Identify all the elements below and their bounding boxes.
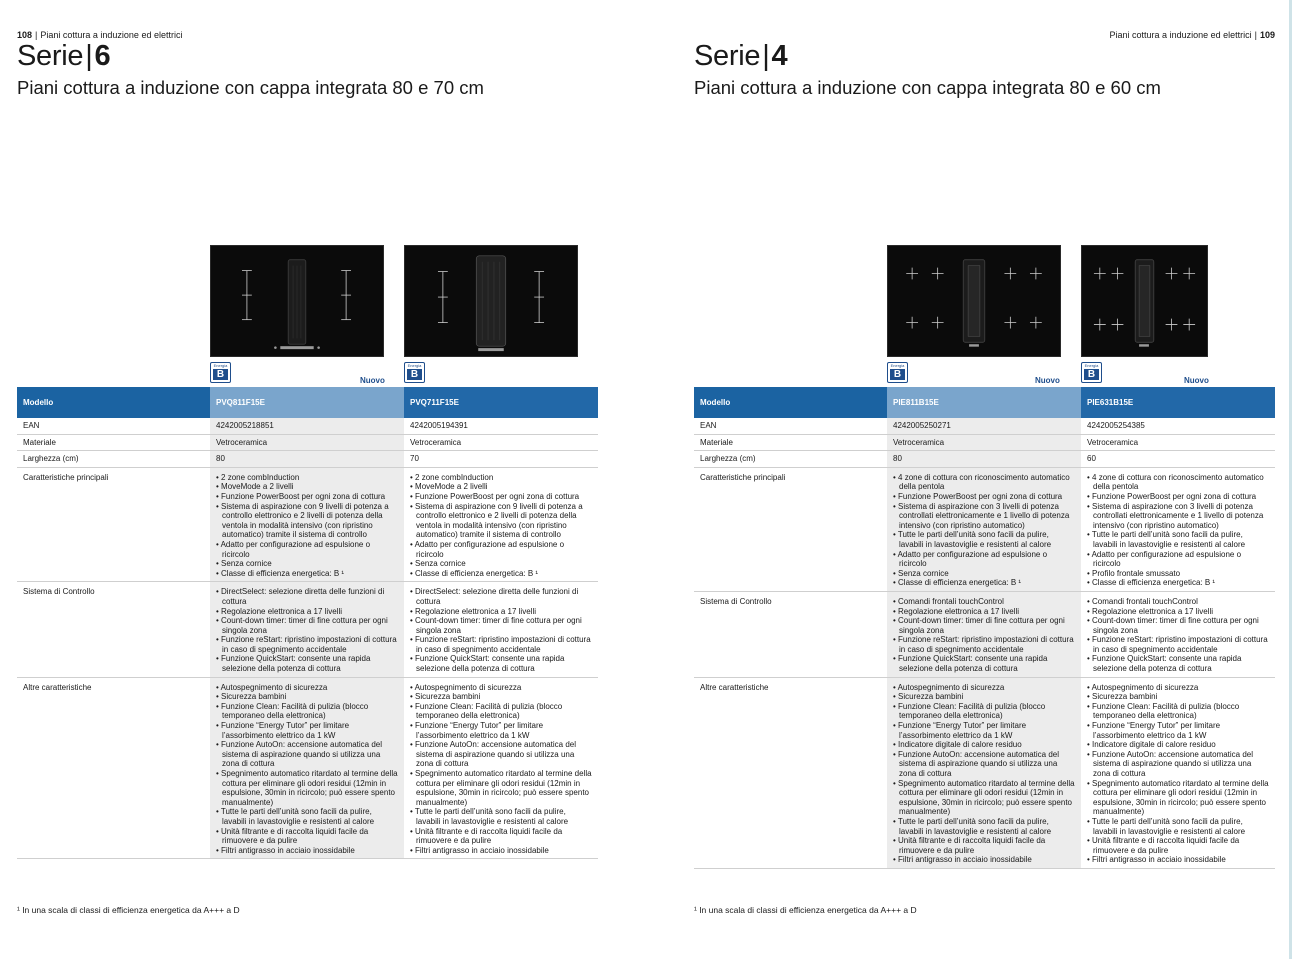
- list-item: • 2 zone combInduction: [410, 473, 592, 483]
- list-item: • Funzione “Energy Tutor” per limitare l’assorbimento elettrico da 1 kW: [216, 721, 398, 740]
- list-item: • 4 zone di cottura con riconoscimento automatico della pentola: [893, 473, 1075, 492]
- cell-list: [887, 677, 1081, 868]
- row-label: EAN: [694, 418, 887, 434]
- cell-value: Vetroceramica: [1081, 434, 1275, 451]
- table-row-caratteristiche: [694, 467, 1275, 591]
- list-item: • Senza cornice: [410, 559, 592, 569]
- product-image-pvq811: [210, 245, 384, 357]
- list-item: • Adatto per configurazione ad espulsione o ricircolo: [893, 550, 1075, 569]
- list-item: • 2 zone combInduction: [216, 473, 398, 483]
- list-item: • Regolazione elettronica a 17 livelli: [1087, 607, 1269, 617]
- table-header-row: [694, 387, 1275, 418]
- table-row-controllo: [17, 582, 598, 677]
- list-item: • Classe di efficienza energetica: B ¹: [216, 569, 398, 579]
- cell-list: [210, 677, 404, 859]
- list-item: • Funzione AutoOn: accensione automatica del sistema di aspirazione quando si utilizza una zona di cottura: [216, 740, 398, 769]
- table-row-controllo: [694, 591, 1275, 677]
- cell-value: 4242005250271: [887, 418, 1081, 434]
- energy-label-text: Energia: [1084, 363, 1099, 368]
- row-label: EAN: [17, 418, 210, 434]
- energy-label-text: Energia: [890, 363, 905, 368]
- energy-class: B: [890, 369, 905, 380]
- cell-value: 4242005254385: [1081, 418, 1275, 434]
- serie-word: Serie: [17, 40, 84, 72]
- table-row-caratteristiche: [17, 467, 598, 582]
- list-item: • Sicurezza bambini: [893, 692, 1075, 702]
- table-row-materiale: [694, 434, 1275, 451]
- list-item: • Unità filtrante e di raccolta liquidi facile da rimuovere e da pulire: [216, 827, 398, 846]
- product-image-pie631: [1081, 245, 1208, 357]
- page-number: 108: [17, 30, 33, 40]
- list-item: • Regolazione elettronica a 17 livelli: [893, 607, 1075, 617]
- list-item: • Funzione Clean: Facilità di pulizia (blocco temporaneo della elettronica): [410, 702, 592, 721]
- row-label: Larghezza (cm): [694, 451, 887, 468]
- list-item: • Sicurezza bambini: [1087, 692, 1269, 702]
- cell-list: [887, 467, 1081, 591]
- list-item: • Adatto per configurazione ad espulsione o ricircolo: [1087, 550, 1269, 569]
- cell-value: 80: [887, 451, 1081, 468]
- list-item: • Funzione PowerBoost per ogni zona di cottura: [893, 492, 1075, 502]
- list-item: • Funzione reStart: ripristino impostazioni di cottura in caso di spegnimento accidentale: [893, 635, 1075, 654]
- list-item: • Filtri antigrasso in acciaio inossidabile: [410, 846, 592, 856]
- col-header-modello: Modello: [17, 387, 210, 418]
- list-item: • Tutte le parti dell’unità sono facili da pulire, lavabili in lavastoviglie e resistenti al calore: [893, 817, 1075, 836]
- list-item: • Autospegnimento di sicurezza: [216, 683, 398, 693]
- serie-number: 6: [94, 40, 111, 72]
- list-item: • Funzione AutoOn: accensione automatica del sistema di aspirazione quando si utilizza una zona di cottura: [410, 740, 592, 769]
- row-label: Caratteristiche principali: [694, 467, 887, 591]
- list-item: • DirectSelect: selezione diretta delle funzioni di cottura: [410, 587, 592, 606]
- product-image-pvq711: [404, 245, 578, 357]
- list-item: • Indicatore digitale di calore residuo: [893, 740, 1075, 750]
- list-item: • Comandi frontali touchControl: [1087, 597, 1269, 607]
- col-header-model-1: PIE811B15E: [887, 387, 1081, 418]
- page-subtitle: Piani cottura a induzione con cappa integrata 80 e 60 cm: [694, 77, 1161, 98]
- list-item: • Funzione “Energy Tutor” per limitare l’assorbimento elettrico da 1 kW: [1087, 721, 1269, 740]
- list-item: • Sistema di aspirazione con 3 livelli di potenza controllati elettronicamente e 1 livello di potenza intensivo (con ripristino automatico): [1087, 502, 1269, 531]
- section-name: Piani cottura a induzione ed elettrici: [1109, 30, 1252, 40]
- table-row-ean: [694, 418, 1275, 434]
- list-item: • Spegnimento automatico ritardato al termine della cottura per eliminare gli odori residui (12min in espulsione, 30min in ricircolo; può essere spento manualmente): [216, 769, 398, 807]
- list-item: • Filtri antigrasso in acciaio inossidabile: [216, 846, 398, 856]
- spec-table-left: [17, 387, 598, 859]
- cell-value: Vetroceramica: [887, 434, 1081, 451]
- list-item: • Regolazione elettronica a 17 livelli: [216, 607, 398, 617]
- list-item: • MoveMode a 2 livelli: [216, 482, 398, 492]
- list-item: • Filtri antigrasso in acciaio inossidabile: [1087, 855, 1269, 865]
- serie-title: Serie|4: [694, 40, 788, 72]
- cell-value: 80: [210, 451, 404, 468]
- list-item: • Funzione QuickStart: consente una rapida selezione della potenza di cottura: [410, 654, 592, 673]
- list-item: • Tutte le parti dell’unità sono facili da pulire, lavabili in lavastoviglie e resistenti al calore: [1087, 817, 1269, 836]
- list-item: • Funzione “Energy Tutor” per limitare l’assorbimento elettrico da 1 kW: [410, 721, 592, 740]
- row-label: Larghezza (cm): [17, 451, 210, 468]
- footnote: ¹ In una scala di classi di efficienza energetica da A+++ a D: [17, 905, 240, 915]
- row-label: Materiale: [17, 434, 210, 451]
- list-item: • Profilo frontale smussato: [1087, 569, 1269, 579]
- cell-list: [404, 582, 598, 677]
- section-name: Piani cottura a induzione ed elettrici: [40, 30, 183, 40]
- list-item: • Funzione Clean: Facilità di pulizia (blocco temporaneo della elettronica): [216, 702, 398, 721]
- page-header-left: 108 | Piani cottura a induzione ed elettrici: [17, 30, 183, 40]
- cell-value: 70: [404, 451, 598, 468]
- cell-value: 4242005218851: [210, 418, 404, 434]
- list-item: • Comandi frontali touchControl: [893, 597, 1075, 607]
- list-item: • Indicatore digitale di calore residuo: [1087, 740, 1269, 750]
- row-label: Sistema di Controllo: [17, 582, 210, 677]
- list-item: • Unità filtrante e di raccolta liquidi facile da rimuovere e da pulire: [1087, 836, 1269, 855]
- new-badge: Nuovo: [360, 376, 385, 385]
- table-row-altre: [17, 677, 598, 859]
- col-header-model-1: PVQ811F15E: [210, 387, 404, 418]
- list-item: • Autospegnimento di sicurezza: [410, 683, 592, 693]
- list-item: • Count-down timer: timer di fine cottura per ogni singola zona: [893, 616, 1075, 635]
- new-badge: Nuovo: [1184, 376, 1209, 385]
- energy-label-text: Energia: [213, 363, 228, 368]
- list-item: • Sistema di aspirazione con 3 livelli di potenza controllati elettronicamente e 1 livello di potenza intensivo (con ripristino automatico): [893, 502, 1075, 531]
- list-item: • Funzione reStart: ripristino impostazioni di cottura in caso di spegnimento accidentale: [1087, 635, 1269, 654]
- energy-class: B: [407, 369, 422, 380]
- list-item: • Funzione Clean: Facilità di pulizia (blocco temporaneo della elettronica): [893, 702, 1075, 721]
- list-item: • Count-down timer: timer di fine cottura per ogni singola zona: [410, 616, 592, 635]
- list-item: • Funzione QuickStart: consente una rapida selezione della potenza di cottura: [1087, 654, 1269, 673]
- col-header-model-2: PVQ711F15E: [404, 387, 598, 418]
- list-item: • Adatto per configurazione ad espulsione o ricircolo: [216, 540, 398, 559]
- list-item: • Tutte le parti dell’unità sono facili da pulire, lavabili in lavastoviglie e resistenti al calore: [1087, 530, 1269, 549]
- col-header-model-2: PIE631B15E: [1081, 387, 1275, 418]
- list-item: • Sicurezza bambini: [410, 692, 592, 702]
- cell-value: Vetroceramica: [210, 434, 404, 451]
- cell-list: [1081, 591, 1275, 677]
- col-header-modello: Modello: [694, 387, 887, 418]
- table-row-larghezza: [694, 451, 1275, 468]
- page-subtitle: Piani cottura a induzione con cappa integrata 80 e 70 cm: [17, 77, 484, 98]
- serie-title: Serie|6: [17, 40, 111, 72]
- right-page: [646, 0, 1292, 959]
- list-item: • Funzione AutoOn: accensione automatica del sistema di aspirazione quando si utilizza una zona di cottura: [1087, 750, 1269, 779]
- list-item: • Funzione QuickStart: consente una rapida selezione della potenza di cottura: [216, 654, 398, 673]
- list-item: • Sistema di aspirazione con 9 livelli di potenza a controllo elettronico e 2 livelli di potenza della ventola in modalità intensivo (con ripristino automatico) tramite il sistema di controllo: [410, 502, 592, 540]
- list-item: • Funzione QuickStart: consente una rapida selezione della potenza di cottura: [893, 654, 1075, 673]
- cell-value: Vetroceramica: [404, 434, 598, 451]
- energy-label-pvq811: [210, 362, 231, 383]
- list-item: • Tutte le parti dell’unità sono facili da pulire, lavabili in lavastoviglie e resistenti al calore: [216, 807, 398, 826]
- table-row-materiale: [17, 434, 598, 451]
- cell-list: [887, 591, 1081, 677]
- list-item: • Funzione Clean: Facilità di pulizia (blocco temporaneo della elettronica): [1087, 702, 1269, 721]
- product-image-pie811: [887, 245, 1061, 357]
- list-item: • Count-down timer: timer di fine cottura per ogni singola zona: [1087, 616, 1269, 635]
- list-item: • Funzione PowerBoost per ogni zona di cottura: [216, 492, 398, 502]
- list-item: • Classe di efficienza energetica: B ¹: [1087, 578, 1269, 588]
- row-label: Altre caratteristiche: [694, 677, 887, 868]
- energy-label-text: Energia: [407, 363, 422, 368]
- row-label: Sistema di Controllo: [694, 591, 887, 677]
- cell-value: 4242005194391: [404, 418, 598, 434]
- list-item: • Count-down timer: timer di fine cottura per ogni singola zona: [216, 616, 398, 635]
- table-header-row: [17, 387, 598, 418]
- list-item: • Sistema di aspirazione con 9 livelli di potenza a controllo elettronico e 2 livelli di potenza della ventola in modalità intensivo (con ripristino automatico) tramite il sistema di controllo: [216, 502, 398, 540]
- list-item: • 4 zone di cottura con riconoscimento automatico della pentola: [1087, 473, 1269, 492]
- list-item: • Classe di efficienza energetica: B ¹: [893, 578, 1075, 588]
- list-item: • Funzione PowerBoost per ogni zona di cottura: [410, 492, 592, 502]
- row-label: Altre caratteristiche: [17, 677, 210, 859]
- list-item: • Autospegnimento di sicurezza: [1087, 683, 1269, 693]
- footnote: ¹ In una scala di classi di efficienza energetica da A+++ a D: [694, 905, 917, 915]
- energy-label-pie811: [887, 362, 908, 383]
- energy-label-pvq711: [404, 362, 425, 383]
- list-item: • Unità filtrante e di raccolta liquidi facile da rimuovere e da pulire: [410, 827, 592, 846]
- new-badge: Nuovo: [1035, 376, 1060, 385]
- list-item: • Spegnimento automatico ritardato al termine della cottura per eliminare gli odori residui (12min in espulsione, 30min in ricircolo; può essere spento manualmente): [893, 779, 1075, 817]
- list-item: • Funzione reStart: ripristino impostazioni di cottura in caso di spegnimento accidentale: [410, 635, 592, 654]
- list-item: • Funzione reStart: ripristino impostazioni di cottura in caso di spegnimento accidentale: [216, 635, 398, 654]
- list-item: • MoveMode a 2 livelli: [410, 482, 592, 492]
- list-item: • Tutte le parti dell’unità sono facili da pulire, lavabili in lavastoviglie e resistenti al calore: [410, 807, 592, 826]
- list-item: • Regolazione elettronica a 17 livelli: [410, 607, 592, 617]
- list-item: • Funzione AutoOn: accensione automatica del sistema di aspirazione quando si utilizza una zona di cottura: [893, 750, 1075, 779]
- row-label: Materiale: [694, 434, 887, 451]
- list-item: • Senza cornice: [216, 559, 398, 569]
- list-item: • Autospegnimento di sicurezza: [893, 683, 1075, 693]
- energy-class: B: [1084, 369, 1099, 380]
- list-item: • Funzione “Energy Tutor” per limitare l’assorbimento elettrico da 1 kW: [893, 721, 1075, 740]
- cell-list: [210, 467, 404, 582]
- table-row-ean: [17, 418, 598, 434]
- energy-class: B: [213, 369, 228, 380]
- cell-list: [404, 467, 598, 582]
- page-number: 109: [1259, 30, 1275, 40]
- cell-list: [1081, 677, 1275, 868]
- cell-list: [1081, 467, 1275, 591]
- list-item: • Classe di efficienza energetica: B ¹: [410, 569, 592, 579]
- table-row-larghezza: [17, 451, 598, 468]
- cell-list: [404, 677, 598, 859]
- list-item: • Adatto per configurazione ad espulsione o ricircolo: [410, 540, 592, 559]
- cell-list: [210, 582, 404, 677]
- serie-number: 4: [771, 40, 788, 72]
- list-item: • Unità filtrante e di raccolta liquidi facile da rimuovere e da pulire: [893, 836, 1075, 855]
- list-item: • DirectSelect: selezione diretta delle funzioni di cottura: [216, 587, 398, 606]
- list-item: • Spegnimento automatico ritardato al termine della cottura per eliminare gli odori residui (12min in espulsione, 30min in ricircolo; può essere spento manualmente): [1087, 779, 1269, 817]
- row-label: Caratteristiche principali: [17, 467, 210, 582]
- list-item: • Senza cornice: [893, 569, 1075, 579]
- list-item: • Tutte le parti dell’unità sono facili da pulire, lavabili in lavastoviglie e resistenti al calore: [893, 530, 1075, 549]
- list-item: • Funzione PowerBoost per ogni zona di cottura: [1087, 492, 1269, 502]
- cell-value: 60: [1081, 451, 1275, 468]
- serie-word: Serie: [694, 40, 761, 72]
- list-item: • Sicurezza bambini: [216, 692, 398, 702]
- spec-table-right: [694, 387, 1275, 869]
- energy-label-pie631: [1081, 362, 1102, 383]
- list-item: • Spegnimento automatico ritardato al termine della cottura per eliminare gli odori residui (12min in espulsione, 30min in ricircolo; può essere spento manualmente): [410, 769, 592, 807]
- table-row-altre: [694, 677, 1275, 868]
- list-item: • Filtri antigrasso in acciaio inossidabile: [893, 855, 1075, 865]
- page-header-right: Piani cottura a induzione ed elettrici | 109: [1109, 30, 1275, 40]
